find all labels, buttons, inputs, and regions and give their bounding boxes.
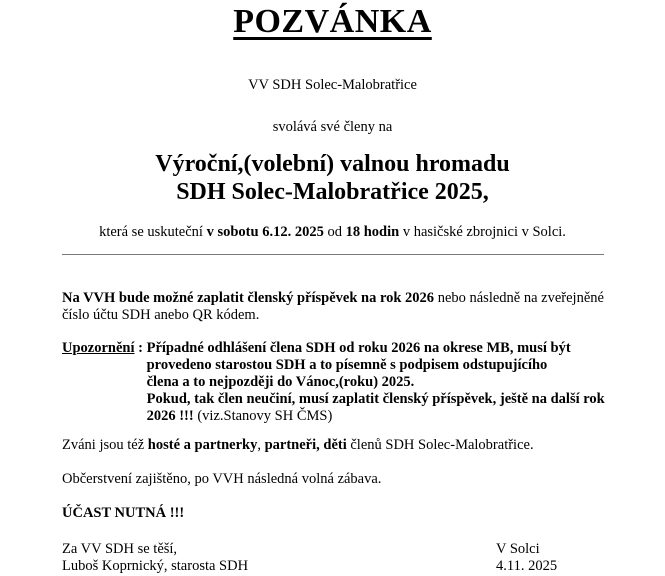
fee-bold-text: Na VVH bude možné zaplatit členský příspěvek na rok 2026 [62, 290, 435, 306]
document-title: POZVÁNKA [233, 3, 432, 40]
meeting-heading-line1: Výroční,(volební) valnou hromadu [155, 151, 510, 177]
issue-date: 4.11. 2025 [496, 558, 558, 574]
event-when-line [0, 224, 665, 241]
warning-separator: : [134, 340, 147, 356]
warning-line: Pokud, tak člen neučiní, musí zaplatit členský příspěvek, ještě na další rok [146, 391, 605, 407]
refreshments-paragraph: Občerstvení zajištěno, po VVH následná volná zábava. [62, 471, 382, 487]
warning-paragraph [62, 340, 622, 425]
warning-line: Případné odhlášení člena SDH od roku 2026 na okrese MB, musí být [146, 340, 571, 356]
signature-line-1: Za VV SDH se těší, [62, 541, 178, 557]
guests-comma: , [257, 437, 265, 453]
warning-body [147, 340, 605, 425]
when-suffix: v hasičské zbrojnici v Solci. [399, 224, 566, 240]
attendance-required: ÚČAST NUTNÁ !!! [62, 505, 185, 521]
fee-normal-text: nebo následně na zveřejněné [434, 290, 604, 306]
when-prefix: která se uskuteční [99, 224, 207, 240]
convenes-line: svolává své členy na [272, 119, 393, 135]
signature-block [62, 541, 248, 575]
event-time: 18 hodin [345, 224, 400, 240]
fee-paragraph [62, 290, 622, 324]
warning-last-normal: (viz.Stanovy SH ČMS) [193, 408, 333, 424]
meeting-heading-line2: SDH Solec-Malobratřice 2025, [176, 179, 489, 205]
warning-label-cell [62, 340, 147, 425]
horizontal-divider [62, 254, 604, 255]
place-date-block [496, 541, 557, 575]
guests-paragraph [62, 437, 622, 454]
place: V Solci [496, 541, 540, 557]
warning-line: člena a to nejpozději do Vánoc,(roku) 2025. [146, 374, 415, 390]
warning-last-bold: 2026 !!! [146, 408, 194, 424]
meeting-heading [0, 150, 665, 206]
warning-line: provedeno starostou SDH a to písemně s podpisem odstupujícího [146, 357, 548, 373]
when-mid: od [323, 224, 346, 240]
guests-bold-2: partneři, děti [264, 437, 347, 453]
fee-normal-text-2: číslo účtu SDH anebo QR kódem. [62, 307, 260, 323]
guests-suffix: členů SDH Solec-Malobratřice. [346, 437, 534, 453]
guests-prefix: Zváni jsou též [62, 437, 148, 453]
guests-bold-1: hosté a partnerky [147, 437, 258, 453]
organizer-line: VV SDH Solec-Malobratřice [248, 77, 417, 93]
event-date: v sobotu 6.12. 2025 [206, 224, 324, 240]
warning-label: Upozornění [62, 340, 135, 356]
signature-line-2: Luboš Koprnický, starosta SDH [62, 558, 249, 574]
